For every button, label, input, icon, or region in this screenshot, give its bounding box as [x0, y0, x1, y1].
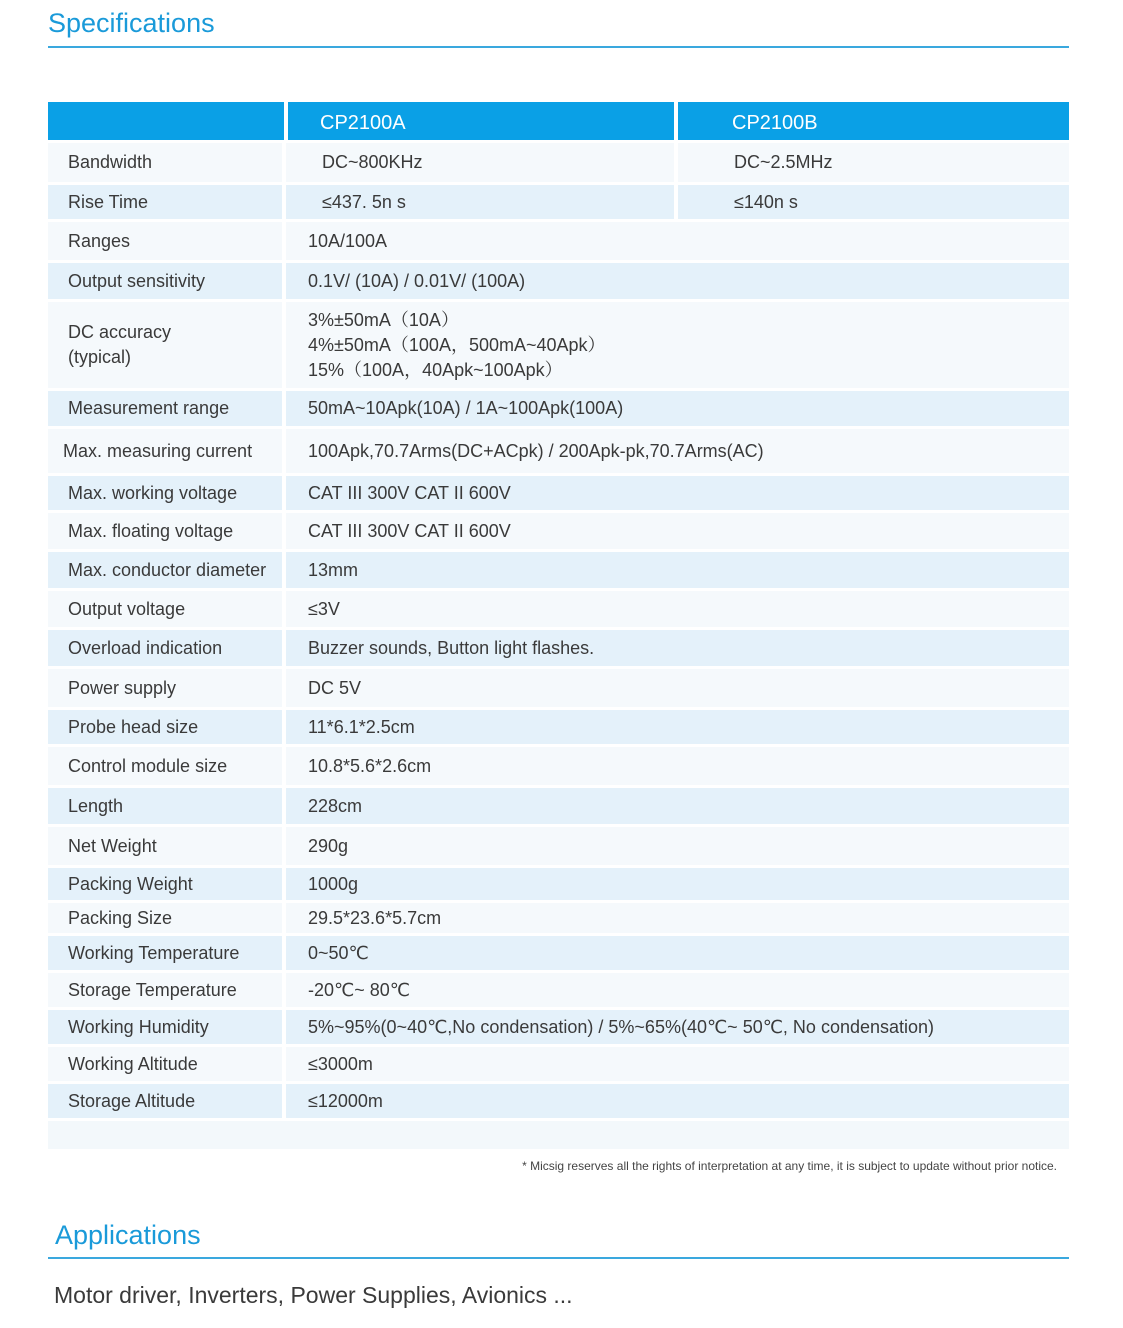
row-label: Working Altitude	[48, 1047, 282, 1081]
table-row	[48, 591, 1069, 627]
row-value: ≤3000m	[286, 1047, 1069, 1081]
row-label: Net Weight	[48, 827, 282, 865]
row-label: Probe head size	[48, 710, 282, 744]
table-row	[48, 630, 1069, 666]
table-row	[48, 1010, 1069, 1044]
row-value: Buzzer sounds, Button light flashes.	[286, 630, 1069, 666]
row-value-b: ≤140n s	[678, 185, 1069, 219]
row-value-b: DC~2.5MHz	[678, 143, 1069, 182]
row-label: Length	[48, 788, 282, 824]
table-row	[48, 302, 1069, 388]
row-value-line: 3%±50mA（10A）	[308, 309, 459, 330]
disclaimer-note: * Micsig reserves all the rights of interpretation at any time, it is subject to update without prior notice.	[522, 1159, 1057, 1173]
row-label: Output sensitivity	[48, 263, 282, 299]
row-label: Max. conductor diameter	[48, 552, 282, 588]
row-value: 11*6.1*2.5cm	[286, 710, 1069, 744]
table-row	[48, 185, 1069, 219]
table-row	[48, 827, 1069, 865]
row-value: 10.8*5.6*2.6cm	[286, 747, 1069, 785]
header-blank-cell	[48, 102, 284, 140]
table-row	[48, 903, 1069, 933]
row-label: Working Humidity	[48, 1010, 282, 1044]
row-label: Bandwidth	[48, 143, 282, 182]
row-label-line: DC accuracy	[68, 322, 172, 342]
table-row	[48, 143, 1069, 182]
row-label: Storage Altitude	[48, 1084, 282, 1118]
table-row	[48, 476, 1069, 510]
row-value-a: DC~800KHz	[286, 143, 674, 182]
row-label: Max. measuring current	[48, 429, 282, 473]
row-value-a: ≤437. 5n s	[286, 185, 674, 219]
table-row	[48, 788, 1069, 824]
row-label: Control module size	[48, 747, 282, 785]
row-label: Rise Time	[48, 185, 282, 219]
specifications-title: Specifications	[48, 8, 215, 38]
row-label: Working Temperature	[48, 936, 282, 970]
row-value: 50mA~10Apk(10A) / 1A~100Apk(100A)	[286, 391, 1069, 426]
row-value: DC 5V	[286, 669, 1069, 707]
row-value: 29.5*23.6*5.7cm	[286, 903, 1069, 933]
table-row	[48, 1084, 1069, 1118]
row-label: Storage Temperature	[48, 973, 282, 1007]
row-label: Max. working voltage	[48, 476, 282, 510]
table-row	[48, 552, 1069, 588]
row-value: 228cm	[286, 788, 1069, 824]
row-label	[48, 302, 282, 388]
row-label: Overload indication	[48, 630, 282, 666]
row-value: 0~50℃	[286, 936, 1069, 970]
applications-divider	[48, 1257, 1069, 1259]
row-label: Power supply	[48, 669, 282, 707]
table-footer-band	[48, 1121, 1069, 1149]
table-row	[48, 1047, 1069, 1081]
applications-text: Motor driver, Inverters, Power Supplies, Avionics ...	[54, 1282, 573, 1308]
row-value: 13mm	[286, 552, 1069, 588]
table-row	[48, 868, 1069, 900]
row-label: Measurement range	[48, 391, 282, 426]
row-value: 0.1V/ (10A) / 0.01V/ (100A)	[286, 263, 1069, 299]
row-value: 10A/100A	[286, 222, 1069, 260]
row-label: Packing Size	[48, 903, 282, 933]
table-row	[48, 747, 1069, 785]
row-label: Max. floating voltage	[48, 513, 282, 549]
row-label: Output voltage	[48, 591, 282, 627]
header-cp2100b: CP2100B	[678, 102, 1069, 140]
row-value: -20℃~ 80℃	[286, 973, 1069, 1007]
table-row	[48, 222, 1069, 260]
table-row	[48, 710, 1069, 744]
table-row	[48, 429, 1069, 473]
table-row	[48, 669, 1069, 707]
row-label-line: (typical)	[68, 347, 132, 367]
row-value-line: 15%（100A，40Apk~100Apk）	[308, 359, 563, 380]
table-row	[48, 513, 1069, 549]
row-value: CAT III 300V CAT II 600V	[286, 476, 1069, 510]
applications-title: Applications	[55, 1220, 201, 1250]
table-row	[48, 936, 1069, 970]
row-label: Ranges	[48, 222, 282, 260]
table-header	[48, 102, 1069, 140]
table-row	[48, 391, 1069, 426]
row-value: 100Apk,70.7Arms(DC+ACpk) / 200Apk-pk,70.7Arms(AC)	[286, 429, 1069, 473]
row-value: ≤3V	[286, 591, 1069, 627]
row-value: ≤12000m	[286, 1084, 1069, 1118]
row-label: Packing Weight	[48, 868, 282, 900]
spec-table	[48, 102, 1069, 1149]
specifications-divider	[48, 46, 1069, 48]
table-row	[48, 973, 1069, 1007]
header-cp2100a: CP2100A	[288, 102, 674, 140]
row-value: 290g	[286, 827, 1069, 865]
row-value: CAT III 300V CAT II 600V	[286, 513, 1069, 549]
table-row	[48, 263, 1069, 299]
row-value	[286, 302, 1069, 388]
row-value: 5%~95%(0~40℃,No condensation) / 5%~65%(40℃~ 50℃, No condensation)	[286, 1010, 1069, 1044]
row-value-line: 4%±50mA（100A，500mA~40Apk）	[308, 334, 606, 355]
row-value: 1000g	[286, 868, 1069, 900]
